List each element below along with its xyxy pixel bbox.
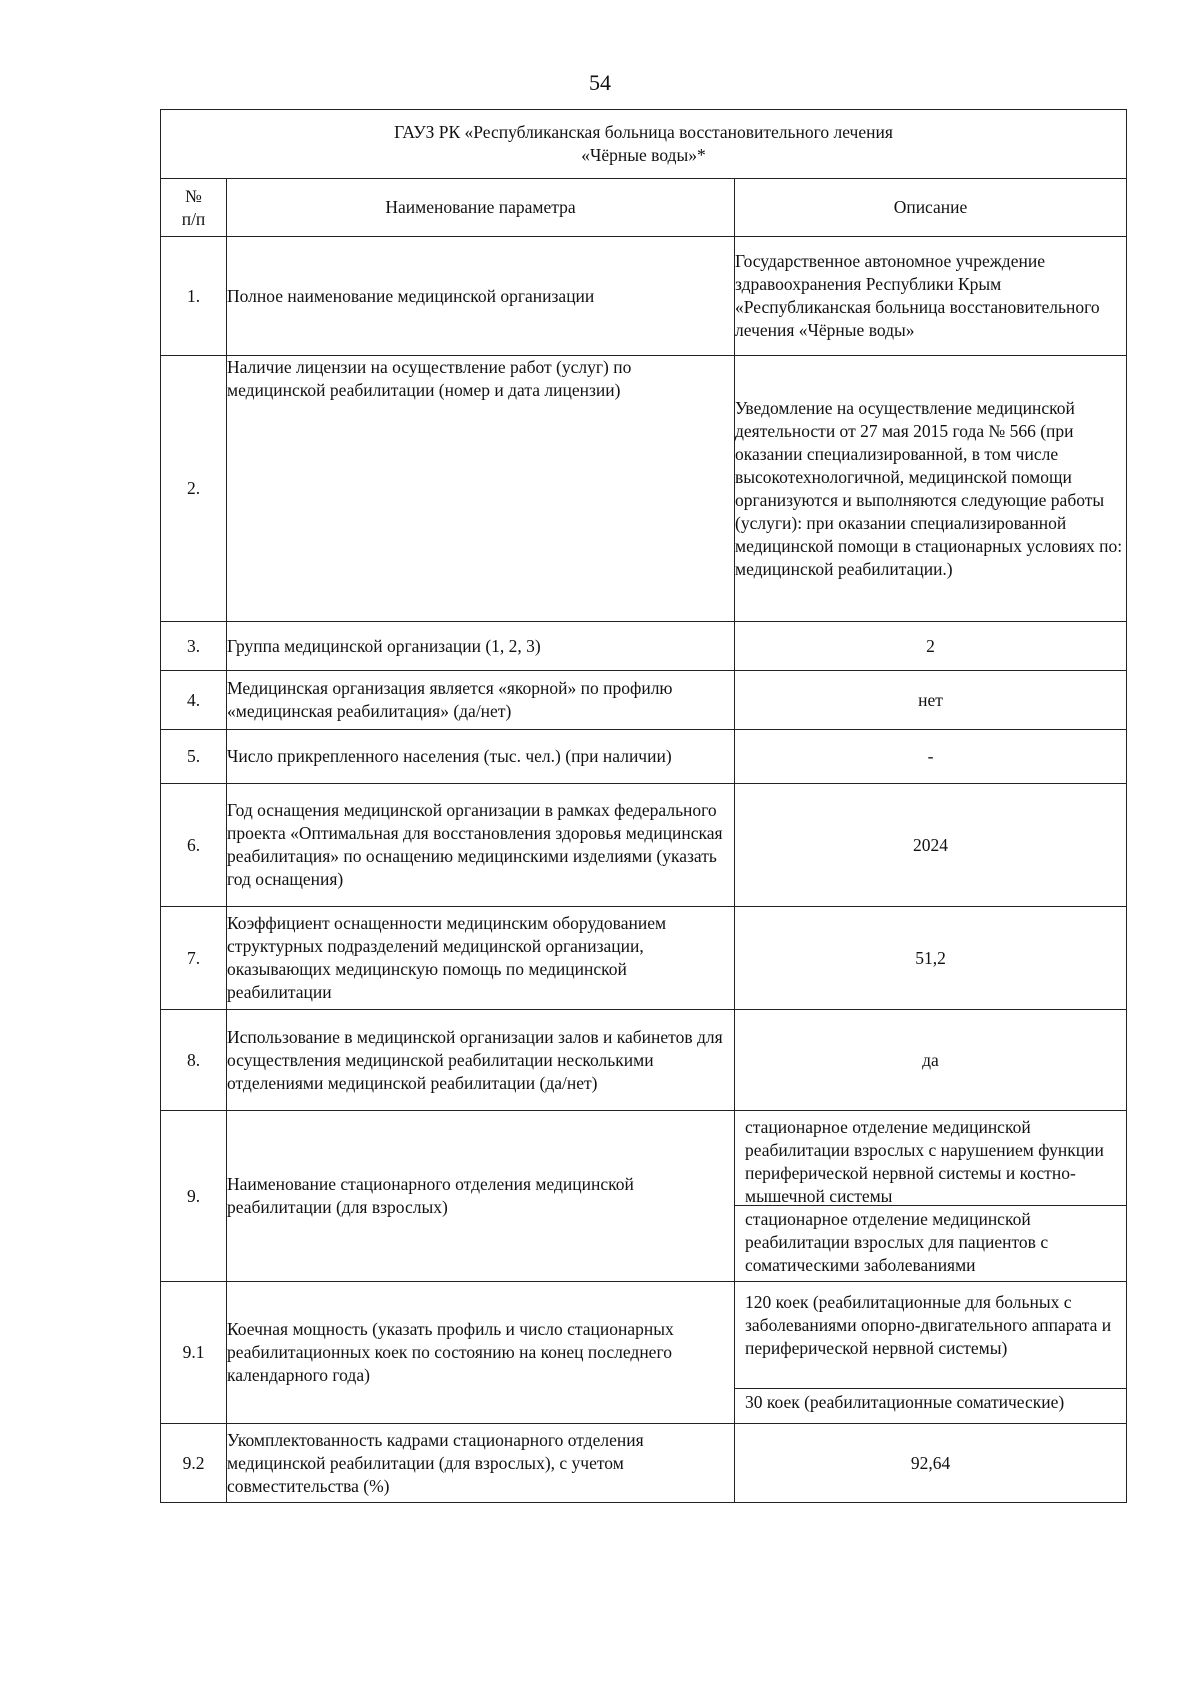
row-number: 6. (161, 784, 227, 907)
page-number: 54 (589, 70, 611, 95)
table-header-row (161, 179, 1127, 237)
row-description-split (735, 1282, 1127, 1424)
row-description-part-a: 120 коек (реабилитационные для больных с заболеваниями опорно-двигательного аппарата и периферической нервной системы) (745, 1292, 1112, 1358)
table-row (161, 1282, 1127, 1424)
header-num-line-1: № (185, 185, 202, 206)
table-row (161, 907, 1127, 1010)
row-number: 7. (161, 907, 227, 1010)
row-description: нет (735, 671, 1127, 730)
table-row (161, 730, 1127, 784)
row-description: 2 (735, 622, 1127, 671)
row-description: Уведомление на осуществление медицинской деятельности от 27 мая 2015 года № 566 (при оказании специализированной, в том числе высокотехнологичной, медицинской помощи организуются и выполняются следующие работы (услуги): при оказании специализированной медицинской помощи в стационарных условиях по: медицинской реабилитации.) (735, 356, 1127, 622)
table-row (161, 622, 1127, 671)
row-parameter: Коэффициент оснащенности медицинским оборудованием структурных подразделений медицинской организации, оказывающих медицинскую помощь по медицинской реабилитации (227, 907, 735, 1010)
organization-parameters-table (160, 109, 1127, 1503)
header-num (161, 179, 227, 237)
table-title-line-1: ГАУЗ РК «Республиканская больница восстановительного лечения (394, 122, 893, 142)
table-row (161, 1424, 1127, 1503)
header-desc: Описание (735, 179, 1127, 237)
row-description-split (735, 1111, 1127, 1282)
header-param: Наименование параметра (227, 179, 735, 237)
row-parameter: Наименование стационарного отделения медицинской реабилитации (для взрослых) (227, 1111, 735, 1282)
row-parameter: Использование в медицинской организации залов и кабинетов для осуществления медицинской реабилитации несколькими отделениями медицинской реабилитации (да/нет) (227, 1010, 735, 1111)
table-row (161, 671, 1127, 730)
row-number: 9. (161, 1111, 227, 1282)
table-row (161, 1111, 1127, 1282)
table-row (161, 237, 1127, 356)
row-number: 9.2 (161, 1424, 227, 1503)
row-parameter: Наличие лицензии на осуществление работ (услуг) по медицинской реабилитации (номер и дата лицензии) (227, 356, 735, 622)
row-number: 9.1 (161, 1282, 227, 1424)
row-description: да (735, 1010, 1127, 1111)
row-number: 8. (161, 1010, 227, 1111)
row-parameter: Полное наименование медицинской организации (227, 237, 735, 356)
row-description: Государственное автономное учреждение здравоохранения Республики Крым «Республиканская больница восстановительного лечения «Чёрные воды» (735, 237, 1127, 356)
header-num-line-2: п/п (181, 208, 206, 229)
row-number: 5. (161, 730, 227, 784)
row-parameter: Год оснащения медицинской организации в рамках федерального проекта «Оптимальная для восстановления здоровья медицинская реабилитация» по оснащению медицинскими изделиями (указать год оснащения) (227, 784, 735, 907)
table-title-line-2: «Чёрные воды»* (581, 145, 706, 165)
table-row (161, 356, 1127, 622)
row-parameter: Укомплектованность кадрами стационарного отделения медицинской реабилитации (для взрослых), с учетом совместительства (%) (227, 1424, 735, 1503)
row-number: 1. (161, 237, 227, 356)
row-parameter: Медицинская организация является «якорной» по профилю «медицинская реабилитация» (да/нет) (227, 671, 735, 730)
row-parameter: Коечная мощность (указать профиль и число стационарных реабилитационных коек по состоянию на конец последнего календарного года) (227, 1282, 735, 1424)
table-title-row (161, 110, 1127, 179)
row-description: 2024 (735, 784, 1127, 907)
row-number: 4. (161, 671, 227, 730)
row-description-part-b: стационарное отделение медицинской реабилитации взрослых для пациентов с соматическими заболеваниями (735, 1205, 1126, 1279)
row-parameter: Число прикрепленного населения (тыс. чел.) (при наличии) (227, 730, 735, 784)
row-number: 3. (161, 622, 227, 671)
table-row (161, 784, 1127, 907)
row-description: - (735, 730, 1127, 784)
row-parameter: Группа медицинской организации (1, 2, 3) (227, 622, 735, 671)
row-description-part-b: 30 коек (реабилитационные соматические) (735, 1388, 1126, 1416)
table-row (161, 1010, 1127, 1111)
row-description: 51,2 (735, 907, 1127, 1010)
row-description: 92,64 (735, 1424, 1127, 1503)
row-description-part-a: стационарное отделение медицинской реабилитации взрослых с нарушением функции периферической нервной системы и костно-мышечной системы (745, 1116, 1104, 1206)
table-title (161, 110, 1127, 179)
row-number: 2. (161, 356, 227, 622)
